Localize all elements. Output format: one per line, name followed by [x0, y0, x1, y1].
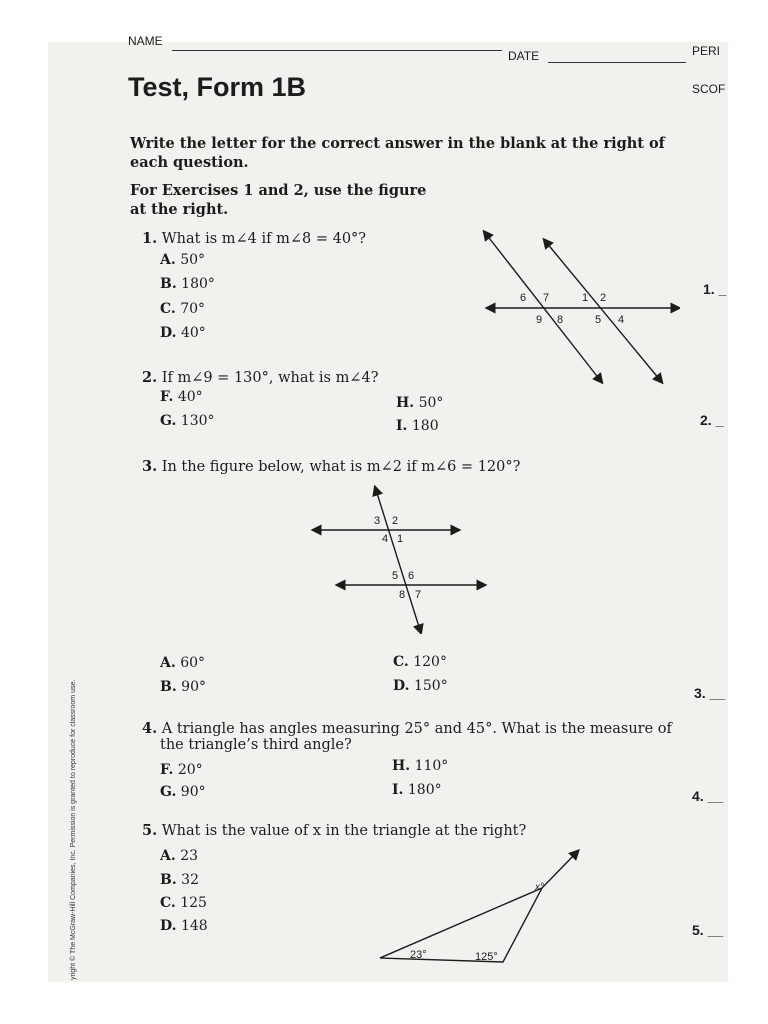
page-title: Test, Form 1B: [128, 72, 307, 102]
parallel-line-right: [546, 242, 660, 380]
parallel-line-left: [486, 234, 600, 380]
question-4: [142, 720, 672, 737]
option-f[interactable]: F. 20°: [160, 762, 203, 778]
angle-label: 4: [618, 314, 625, 326]
instructions: Write the letter for the correct answer in the blank at the right of each question.: [130, 135, 665, 171]
option-h[interactable]: H. 110°: [392, 758, 449, 774]
question-number: 3.: [142, 458, 158, 475]
angle-label: 1: [397, 533, 404, 545]
angle-label: 6: [520, 292, 527, 304]
option-i[interactable]: I. 180°: [392, 782, 442, 798]
angle-label: 5: [392, 570, 399, 582]
question-text: A triangle has angles measuring 25° and 45°. What is the measure of: [161, 721, 672, 737]
question-text: What is the value of x in the triangle at the right?: [161, 823, 527, 839]
angle-label: 8: [557, 314, 564, 326]
answer-blank-5[interactable]: 5. __: [692, 922, 724, 938]
option-a[interactable]: A. 50°: [160, 252, 206, 268]
option-d[interactable]: D. 148: [160, 918, 208, 934]
angle-label: 6: [408, 570, 415, 582]
question-4-continued: the triangle’s third angle?: [160, 737, 352, 753]
date-blank[interactable]: [548, 62, 686, 63]
option-b[interactable]: B. 90°: [160, 679, 206, 695]
option-g[interactable]: G. 130°: [160, 413, 215, 429]
angle-label: 4: [382, 533, 389, 545]
answer-blank-1[interactable]: 1. _: [703, 281, 727, 297]
angle-label: 8: [399, 589, 406, 601]
option-g[interactable]: G. 90°: [160, 784, 206, 800]
angle-label: 5: [595, 314, 602, 326]
question-text: In the figure below, what is m∠2 if m∠6 = 120°?: [161, 459, 521, 475]
angle-label: 23°: [410, 949, 427, 961]
option-a[interactable]: A. 23: [160, 848, 199, 864]
triangle-side: [380, 888, 542, 958]
extended-ray: [542, 853, 576, 888]
answer-blank-3[interactable]: 3. __: [694, 685, 726, 701]
answer-blank-2[interactable]: 2. _: [700, 412, 724, 428]
question-3: [142, 458, 520, 475]
question-number: 2.: [142, 369, 158, 386]
parallel-lines-figure-2: [310, 484, 490, 634]
option-i[interactable]: I. 180: [396, 418, 439, 434]
option-c[interactable]: C. 125: [160, 895, 207, 911]
question-number: 1.: [142, 230, 158, 247]
name-label: NAME: [128, 34, 163, 48]
option-h[interactable]: H. 50°: [396, 395, 444, 411]
angle-label: x°: [535, 882, 544, 893]
option-f[interactable]: F. 40°: [160, 389, 203, 405]
copyright-notice: yright © The McGraw-Hill Companies, Inc. Permission is granted to reproduce for classroom use.: [70, 679, 77, 980]
question-number: 5.: [142, 822, 158, 839]
question-1: [142, 230, 366, 247]
score-label: SCOF: [692, 82, 726, 96]
angle-label: 7: [543, 292, 550, 304]
option-b[interactable]: B. 32: [160, 872, 199, 888]
period-label: PERI: [692, 44, 721, 58]
date-label: DATE: [508, 49, 540, 63]
angle-label: 2: [600, 292, 607, 304]
triangle-figure: [370, 845, 640, 970]
angle-label: 9: [536, 314, 543, 326]
option-d[interactable]: D. 150°: [393, 678, 448, 694]
option-c[interactable]: C. 120°: [393, 654, 447, 670]
option-c[interactable]: C. 70°: [160, 301, 206, 317]
question-text: If m∠9 = 130°, what is m∠4?: [161, 370, 379, 386]
answer-blank-4[interactable]: 4. __: [692, 788, 724, 804]
exercise-note: For Exercises 1 and 2, use the figure at the right.: [130, 182, 427, 218]
option-b[interactable]: B. 180°: [160, 276, 215, 292]
angle-label: 125°: [475, 951, 498, 963]
name-blank[interactable]: [172, 50, 502, 51]
angle-label: 3: [374, 515, 381, 527]
parallel-lines-figure-1: [480, 230, 680, 390]
option-d[interactable]: D. 40°: [160, 325, 206, 341]
question-number: 4.: [142, 720, 158, 737]
question-5: [142, 822, 526, 839]
angle-label: 7: [415, 589, 422, 601]
angle-label: 2: [392, 515, 399, 527]
question-text: What is m∠4 if m∠8 = 40°?: [161, 231, 367, 247]
option-a[interactable]: A. 60°: [160, 655, 206, 671]
transversal-line: [376, 490, 420, 630]
question-2: [142, 369, 379, 386]
angle-label: 1: [582, 292, 589, 304]
